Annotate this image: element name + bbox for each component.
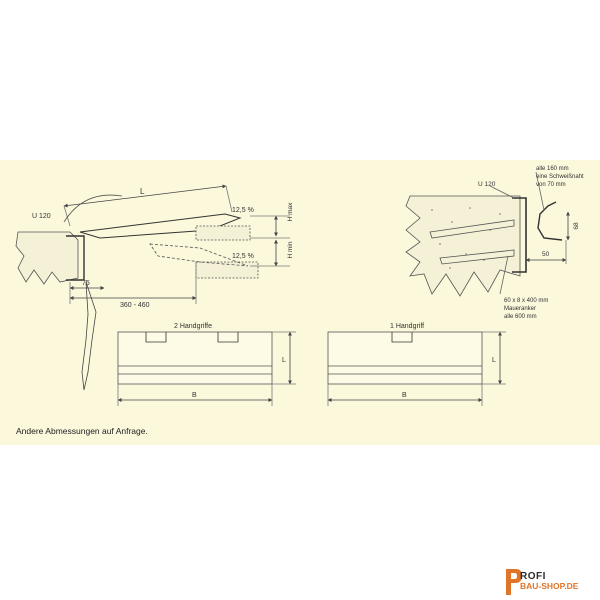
label-u120-left: U 120 [32,213,51,220]
label-anchor-1: 60 x 8 x 400 mm [504,298,549,304]
label-length-top: L [140,187,145,196]
plate-one-handle [328,332,506,406]
label-u120-right: U 120 [478,181,496,188]
label-68: 68 [573,222,580,230]
logo-text-profi: ROFI [520,571,546,582]
logo-text-shop: BAU-SHOP.DE [520,581,579,591]
label-L-right: L [492,357,496,364]
hook-profile [538,202,562,240]
label-weld-2: eine Schweißnaht [536,174,584,180]
rotation-arc [64,195,122,222]
label-L-left: L [282,357,286,364]
plate-outline-right [328,332,482,384]
label-75: 75 [82,280,90,287]
brand-logo[interactable] [496,565,596,599]
left-wall-concrete [16,232,78,284]
label-h-max: H max [287,202,294,222]
label-weld-1: alle 160 mm [536,166,569,172]
plate-outline-left [118,332,272,384]
label-anchor-3: alle 600 mm [504,314,537,320]
upper-platform-block [196,226,250,240]
label-h-min: H min [287,241,294,259]
wall-anchor-detail [406,172,568,296]
title-one-handle: 1 Handgriff [390,323,425,330]
label-slope-upper: 12,5 % [232,207,254,214]
label-360-460: 360 - 460 [120,302,150,309]
title-two-handles: 2 Handgriffe [174,323,213,330]
label-weld-3: von 70 mm [536,182,566,188]
label-B-right: B [402,392,407,399]
label-anchor-2: Maueranker [504,306,537,312]
footnote: Andere Abmessungen auf Anfrage. [16,426,148,436]
plate-two-handles [118,332,296,406]
label-slope-lower: 12,5 % [232,253,254,260]
label-B-left: B [192,392,197,399]
label-50: 50 [542,251,550,258]
